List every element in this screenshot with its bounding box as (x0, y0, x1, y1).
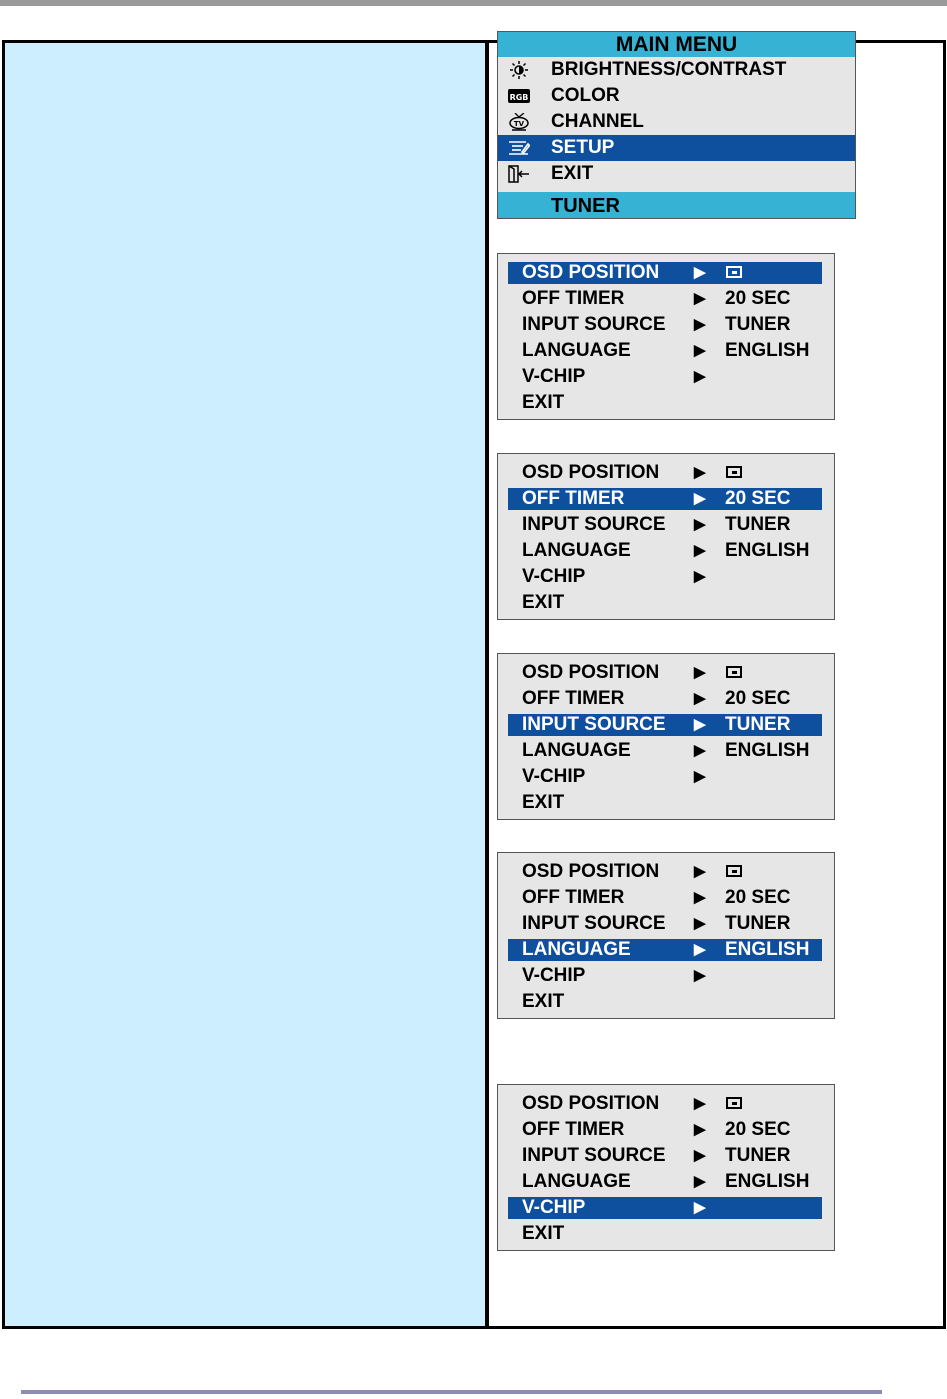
menu-item-channel[interactable] (498, 109, 855, 135)
setup-item-label: OSD POSITION (522, 861, 660, 882)
menu-item-setup[interactable] (498, 135, 855, 161)
setup-item-value: ENGLISH (725, 939, 810, 960)
setup-item-label: V-CHIP (522, 766, 586, 787)
setup-item-label: V-CHIP (522, 965, 586, 986)
svg-text:TV: TV (513, 120, 525, 128)
setup-item-value: 20 SEC (725, 887, 791, 908)
setup-icon (508, 139, 530, 157)
right-arrow-icon: ▶ (694, 716, 706, 733)
right-arrow-icon: ▶ (694, 1147, 706, 1164)
tv-icon (508, 113, 530, 131)
setup-item-off-timer[interactable] (508, 1119, 822, 1141)
right-arrow-icon: ▶ (694, 768, 706, 785)
setup-item-v-chip[interactable] (508, 366, 822, 388)
setup-menu-panel (497, 653, 835, 820)
right-arrow-icon: ▶ (694, 1173, 706, 1190)
setup-item-label: OFF TIMER (522, 488, 625, 509)
setup-item-language[interactable] (508, 939, 822, 961)
setup-item-label: OFF TIMER (522, 288, 625, 309)
setup-item-input-source[interactable] (508, 1145, 822, 1167)
setup-menu-panel (497, 1084, 835, 1251)
setup-item-value: 20 SEC (725, 288, 791, 309)
setup-item-osd-position[interactable] (508, 861, 822, 883)
menu-item-color[interactable] (498, 83, 855, 109)
osd-position-icon (726, 1097, 742, 1109)
setup-item-label: V-CHIP (522, 566, 586, 587)
right-arrow-icon: ▶ (694, 316, 706, 333)
setup-item-value: ENGLISH (725, 340, 810, 361)
setup-item-label: INPUT SOURCE (522, 913, 666, 934)
right-arrow-icon: ▶ (694, 1121, 706, 1138)
setup-item-label: EXIT (522, 991, 565, 1012)
right-arrow-icon: ▶ (694, 464, 706, 481)
setup-item-label: OSD POSITION (522, 1093, 660, 1114)
menu-item-label: COLOR (551, 85, 620, 106)
setup-item-osd-position[interactable] (508, 1093, 822, 1115)
setup-item-language[interactable] (508, 1171, 822, 1193)
setup-item-off-timer[interactable] (508, 488, 822, 510)
setup-item-label: LANGUAGE (522, 740, 631, 761)
setup-item-exit[interactable] (508, 1223, 822, 1245)
svg-text:RGB: RGB (509, 93, 529, 102)
setup-item-label: INPUT SOURCE (522, 1145, 666, 1166)
setup-item-value: TUNER (725, 314, 791, 335)
setup-item-osd-position[interactable] (508, 462, 822, 484)
right-arrow-icon: ▶ (694, 863, 706, 880)
setup-item-value: TUNER (725, 913, 791, 934)
menu-item-label: EXIT (551, 163, 594, 184)
menu-item-label: BRIGHTNESS/CONTRAST (551, 59, 787, 80)
setup-item-label: V-CHIP (522, 366, 586, 387)
setup-item-input-source[interactable] (508, 913, 822, 935)
right-arrow-icon: ▶ (694, 542, 706, 559)
setup-item-v-chip[interactable] (508, 965, 822, 987)
setup-item-label: EXIT (522, 1223, 565, 1244)
setup-item-value: 20 SEC (725, 488, 791, 509)
right-arrow-icon: ▶ (694, 664, 706, 681)
setup-item-off-timer[interactable] (508, 887, 822, 909)
setup-item-label: LANGUAGE (522, 340, 631, 361)
setup-item-label: LANGUAGE (522, 1171, 631, 1192)
footer-label: TUNER (551, 195, 620, 217)
menu-item-label: CHANNEL (551, 111, 644, 132)
right-arrow-icon: ▶ (694, 941, 706, 958)
right-arrow-icon: ▶ (694, 264, 706, 281)
setup-item-osd-position[interactable] (508, 262, 822, 284)
setup-item-label: EXIT (522, 792, 565, 813)
setup-item-label: OFF TIMER (522, 688, 625, 709)
setup-item-label: LANGUAGE (522, 939, 631, 960)
setup-item-exit[interactable] (508, 792, 822, 814)
setup-item-label: OSD POSITION (522, 262, 660, 283)
setup-item-value: TUNER (725, 714, 791, 735)
input-source-footer (498, 192, 855, 218)
setup-menu-panel (497, 253, 835, 420)
right-arrow-icon: ▶ (694, 690, 706, 707)
bottom-rule (21, 1390, 882, 1394)
main-menu-title: MAIN MENU (498, 32, 855, 57)
setup-item-exit[interactable] (508, 991, 822, 1013)
setup-item-v-chip[interactable] (508, 566, 822, 588)
setup-item-value: ENGLISH (725, 1171, 810, 1192)
menu-item-brightness-contrast[interactable] (498, 57, 855, 83)
right-arrow-icon: ▶ (694, 967, 706, 984)
setup-item-off-timer[interactable] (508, 288, 822, 310)
menu-item-label: SETUP (551, 137, 615, 158)
setup-item-exit[interactable] (508, 392, 822, 414)
right-arrow-icon: ▶ (694, 342, 706, 359)
setup-item-label: INPUT SOURCE (522, 314, 666, 335)
cell-divider (485, 43, 489, 1326)
description-cell (5, 43, 485, 1326)
osd-position-icon (726, 865, 742, 877)
right-arrow-icon: ▶ (694, 742, 706, 759)
brightness-icon (508, 61, 530, 79)
setup-item-input-source[interactable] (508, 314, 822, 336)
setup-item-label: EXIT (522, 592, 565, 613)
setup-item-v-chip[interactable] (508, 1197, 822, 1219)
setup-item-input-source[interactable] (508, 714, 822, 736)
setup-item-label: LANGUAGE (522, 540, 631, 561)
right-arrow-icon: ▶ (694, 490, 706, 507)
setup-item-language[interactable] (508, 540, 822, 562)
setup-item-language[interactable] (508, 740, 822, 762)
right-arrow-icon: ▶ (694, 915, 706, 932)
right-arrow-icon: ▶ (694, 516, 706, 533)
setup-item-label: OFF TIMER (522, 887, 625, 908)
setup-item-v-chip[interactable] (508, 766, 822, 788)
setup-item-input-source[interactable] (508, 514, 822, 536)
setup-item-osd-position[interactable] (508, 662, 822, 684)
exit-icon (508, 165, 530, 183)
right-arrow-icon: ▶ (694, 290, 706, 307)
top-rule (0, 0, 947, 6)
setup-item-label: V-CHIP (522, 1197, 586, 1218)
osd-position-icon (726, 266, 742, 278)
osd-position-icon (726, 466, 742, 478)
setup-item-language[interactable] (508, 340, 822, 362)
setup-item-value: 20 SEC (725, 688, 791, 709)
setup-menu-panel (497, 453, 835, 620)
setup-item-label: OFF TIMER (522, 1119, 625, 1140)
setup-menu-panel (497, 852, 835, 1019)
setup-item-value: TUNER (725, 1145, 791, 1166)
right-arrow-icon: ▶ (694, 368, 706, 385)
setup-item-label: EXIT (522, 392, 565, 413)
setup-item-label: INPUT SOURCE (522, 714, 666, 735)
rgb-icon (508, 87, 530, 105)
setup-item-value: ENGLISH (725, 740, 810, 761)
setup-item-exit[interactable] (508, 592, 822, 614)
setup-item-value: ENGLISH (725, 540, 810, 561)
menu-item-exit[interactable] (498, 161, 855, 187)
setup-item-label: OSD POSITION (522, 462, 660, 483)
setup-item-value: 20 SEC (725, 1119, 791, 1140)
setup-item-label: OSD POSITION (522, 662, 660, 683)
setup-item-label: INPUT SOURCE (522, 514, 666, 535)
right-arrow-icon: ▶ (694, 568, 706, 585)
right-arrow-icon: ▶ (694, 1199, 706, 1216)
setup-item-off-timer[interactable] (508, 688, 822, 710)
osd-position-icon (726, 666, 742, 678)
right-arrow-icon: ▶ (694, 889, 706, 906)
setup-item-value: TUNER (725, 514, 791, 535)
main-menu-panel (497, 31, 856, 219)
right-arrow-icon: ▶ (694, 1095, 706, 1112)
